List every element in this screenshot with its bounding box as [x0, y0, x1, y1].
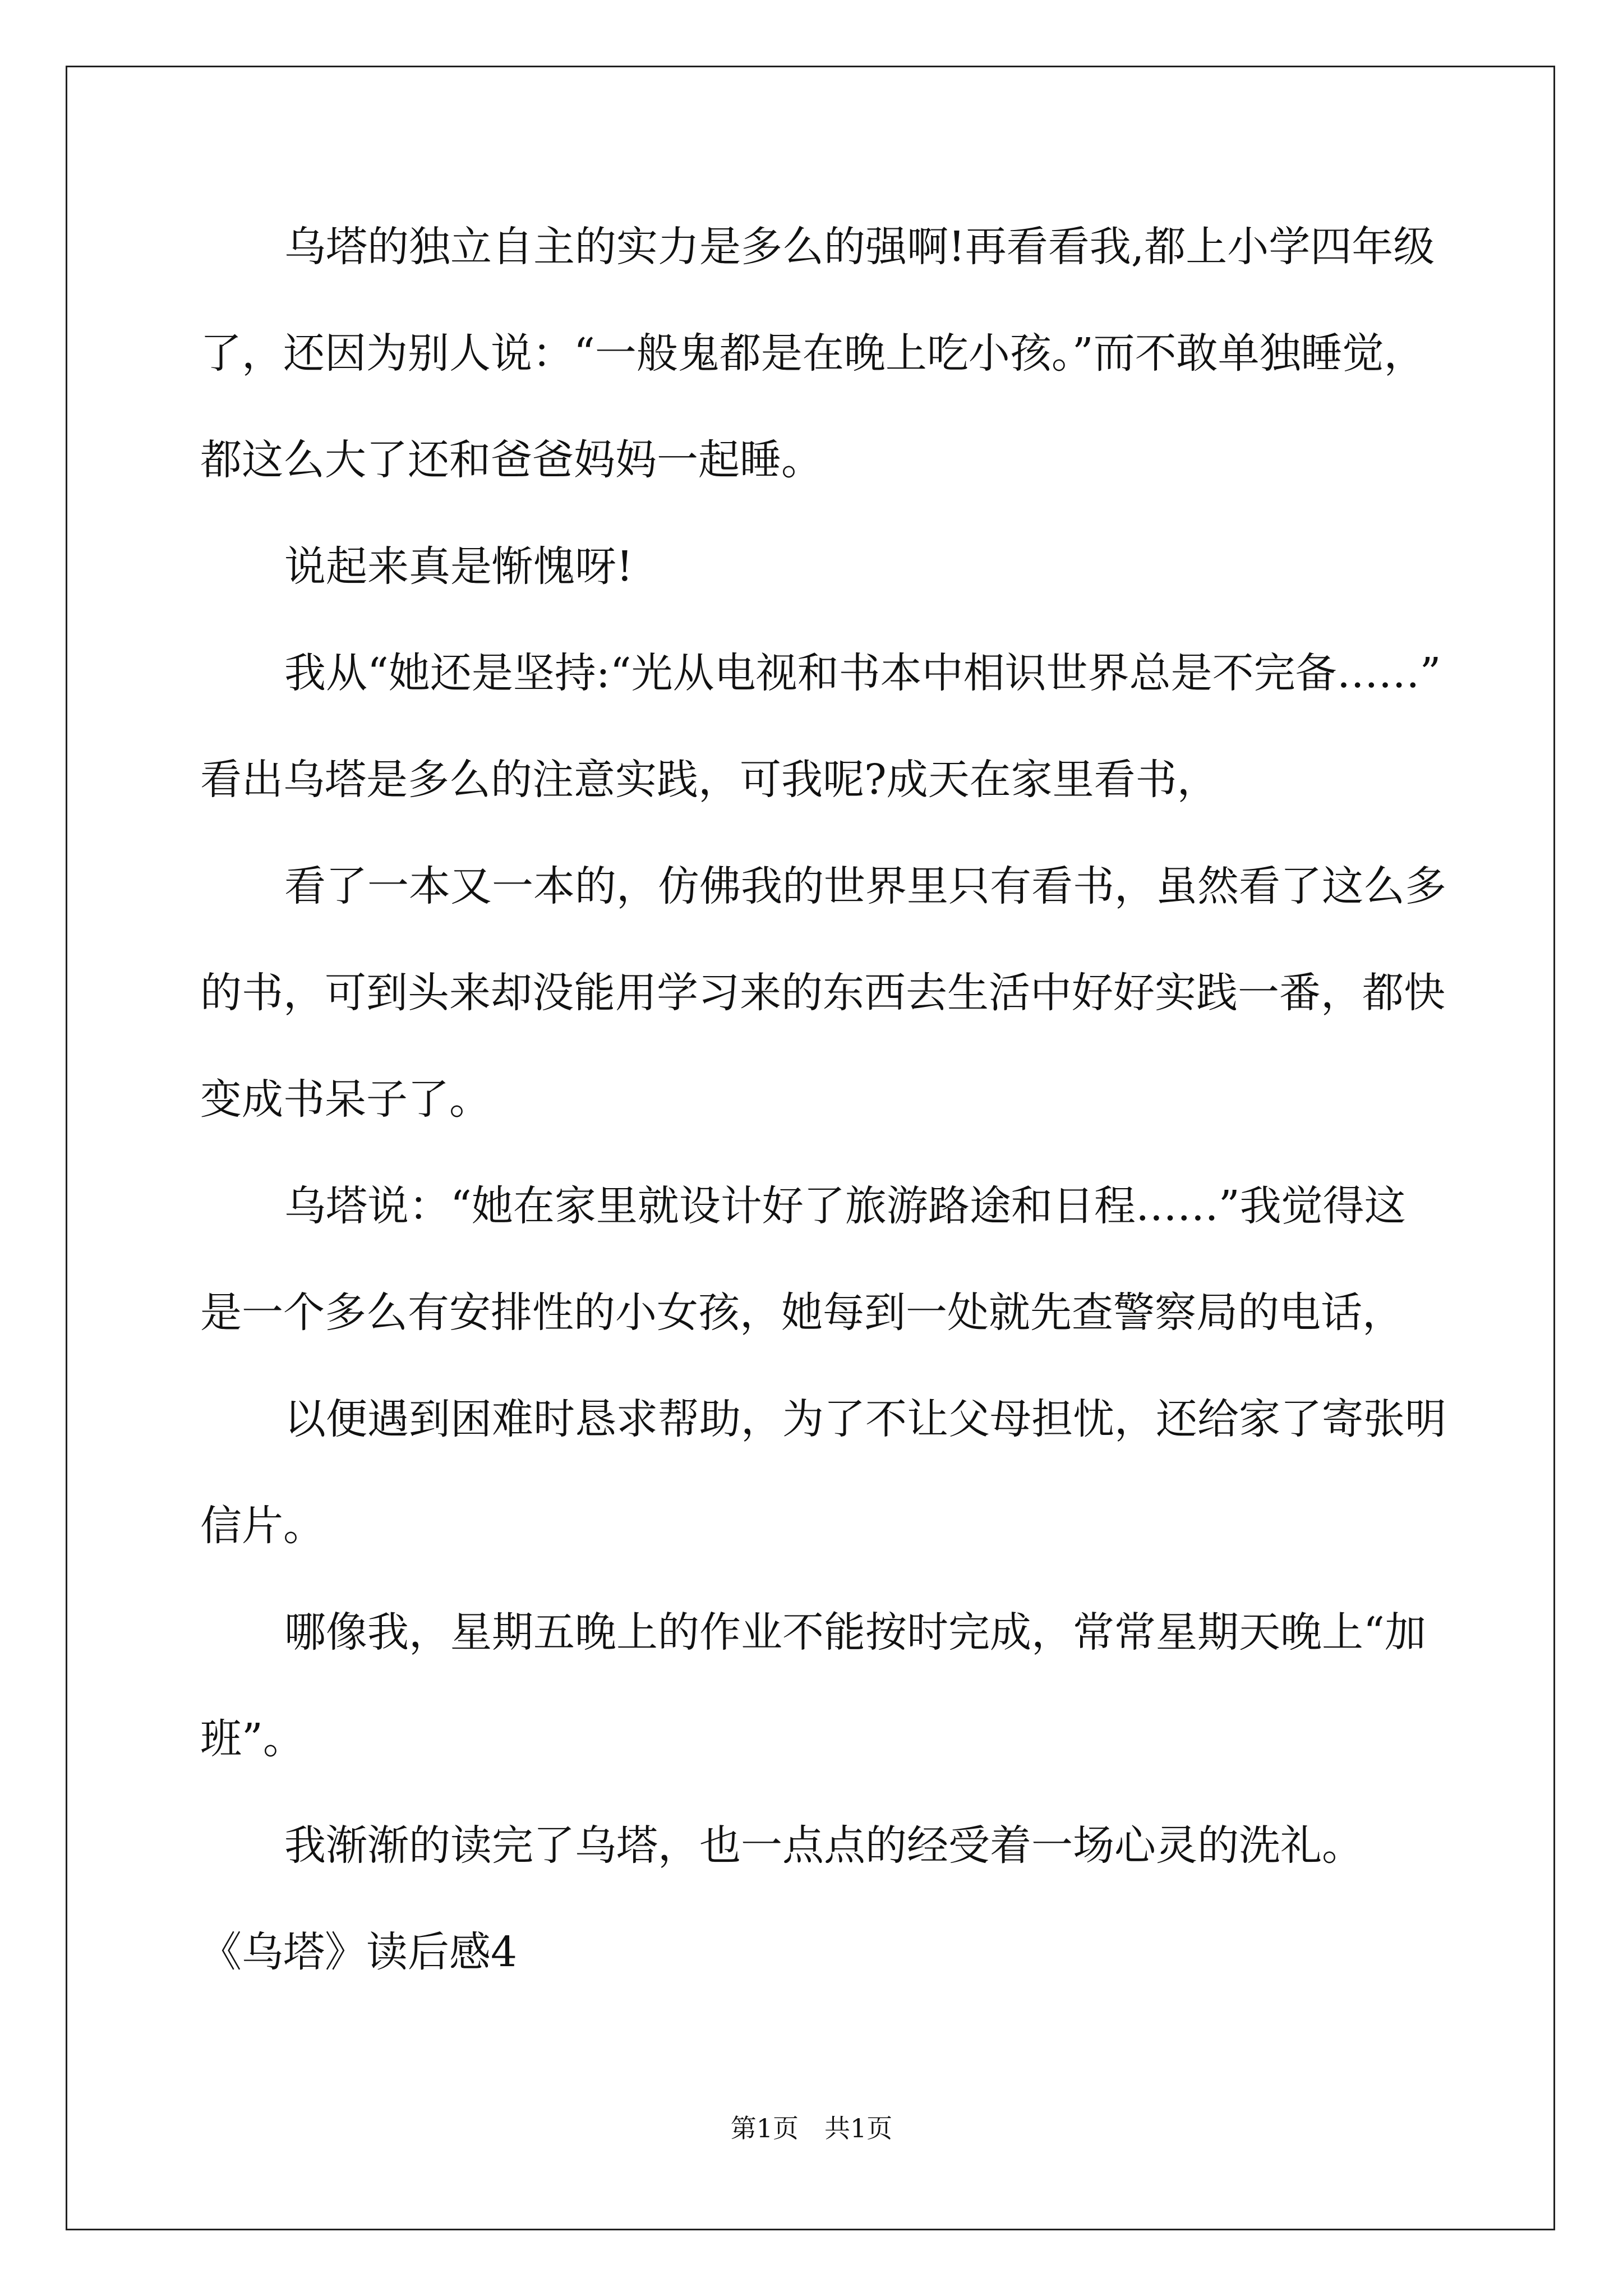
text-line: 变成书呆子了。: [200, 1075, 491, 1124]
text-line: 乌塔说：“她在家里就设计好了旅游路途和日程……”我觉得这: [284, 1182, 1406, 1230]
text-line: 乌塔的独立自主的实力是多么的强啊!再看看我,都上小学四年级: [284, 223, 1435, 271]
page-footer: 第1页 共1页: [730, 2113, 893, 2143]
text-line: 我渐渐的读完了乌塔，也一点点的经受着一场心灵的洗礼。: [284, 1821, 1363, 1870]
text-line: 看出乌塔是多么的注意实践，可我呢?成天在家里看书，: [200, 756, 1219, 804]
text-line: 说起来真是惭愧呀!: [284, 542, 633, 591]
text-line: 班”。: [200, 1715, 305, 1763]
text-line: 哪像我，星期五晚上的作业不能按时完成，常常星期天晚上“加: [284, 1608, 1426, 1657]
text-line: 都这么大了还和爸爸妈妈一起睡。: [200, 436, 823, 484]
section-heading: 《乌塔》读后感4: [200, 1928, 518, 1976]
text-line: 了，还因为别人说：“一般鬼都是在晚上吃小孩。”而不敢单独睡觉，: [200, 329, 1426, 378]
text-line: 以便遇到困难时恳求帮助，为了不让父母担忧，还给家了寄张明: [284, 1395, 1446, 1443]
text-line: 看了一本又一本的，仿佛我的世界里只有看书，虽然看了这么多: [284, 862, 1446, 910]
text-line: 的书，可到头来却没能用学习来的东西去生活中好好实践一番，都快: [200, 969, 1445, 1017]
text-line: 我从“她还是坚持:“光从电视和书本中相识世界总是不完备……”: [284, 649, 1441, 697]
text-line: 信片。: [200, 1502, 325, 1550]
page-border: [66, 66, 1555, 2230]
text-line: 是一个多么有安排性的小女孩，她每到一处就先查警察局的电话，: [200, 1289, 1404, 1337]
